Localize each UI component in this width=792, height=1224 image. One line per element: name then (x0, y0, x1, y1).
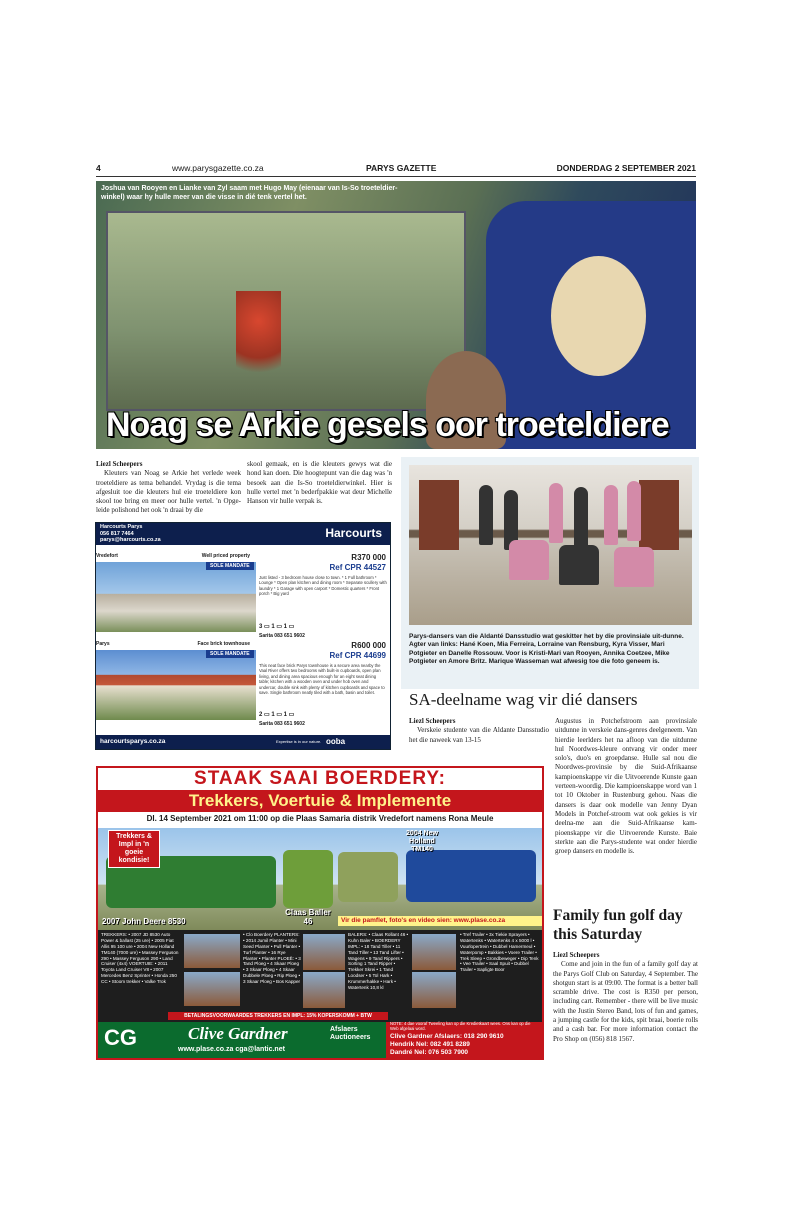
dancers-caption: Parys-dansers van die Aldanté Dansstudio wat geskitter het by die provinsiale uit-dunne. Agter van links: Hané Koen, Mia Ferreira, Lorraine van Rensburg, Kyra Visser, Mari Potgieter en Danelle Rossouw. Voor is Kristi-Mari van Rooyen, Annika Coetzee, Mike Potgieter en Amore Britz. Marique Wasseman wat afwesig toe die foto geneem is. (409, 633, 684, 666)
bed-bath-garage-icons: 2 ▭ 1 ▭ 1 ▭ (259, 712, 295, 718)
arkie-article-col1 (96, 460, 241, 516)
items-column-planters: • Clo Boerdery PLANTERS: • 2014 Jumil Planter • Mini Seed Planter • Pull Planter • Turf Planter • 16 Rye Planter • Planter PLOEË: • 3 Tand Ploeg • 4 Skaar Ploeg • 3 Skaar Ploeg • 4 Skaar Dubbele Ploeg • Rip Ploeg • 3 Skaar Ploeg • Bos Kapper (243, 932, 301, 984)
item-thumbnail (184, 934, 240, 968)
arkie-article-col2: skool gemaak, en is die kleuters gewys wat die hond kan doen. Die hoogtepunt van die dag was 'n besoek aan die Is-So troeteldierwinkel. Hier is hulle vertel met 'n bederfpakkie wat deur Michelle Hanson vir hulle verpak is. (247, 460, 392, 506)
hero-photo (96, 181, 696, 449)
hero-headline: Noag se Arkie gesels oor troeteldiere (106, 406, 669, 444)
tank-plant (236, 291, 281, 391)
machinery-photos (98, 828, 542, 930)
harcourts-logo: Harcourts (325, 526, 382, 540)
listing-type: Face brick townhouse (197, 641, 250, 647)
contact-line[interactable]: Hendrik Nel: 082 491 8289 (390, 1041, 470, 1048)
condition-badge: Trekkers & Impl in 'n goeie kondisie! (108, 830, 160, 868)
auction-title: STAAK SAAI BOERDERY: (98, 768, 542, 790)
listing-vredefort[interactable] (96, 553, 390, 643)
sole-mandate-badge: SOLE MANDATE (206, 562, 254, 570)
article-text: Verskeie studente van die Aldante Dansstudio het die naweek van 13-15 (409, 726, 549, 744)
items-column-balers: BALERS: • Claas Rollant 46 • Kuhn Baler • BOERDERY IMPL: • 18 Tand Tiller • 11 Tand Tiller • 13 Tand Lifter • Wagens • 9 Tand Rippers • Sorting 1 Tand Ripper • Trekker Skrei • 1 Tand Loodser • 5 Tol Hark • Krummerhakke • Hark • Watertenk 10,8 kl (348, 932, 409, 990)
listing-description: Just listed - 3 bedroom house close to town. * 1 Full bathroom * Lounge * Open plan kitchen and dining room * Separate scullery with laundry * 1 Garage with open carport * Domestic quarters * Front porch * Big yard (259, 575, 387, 597)
contact-line[interactable]: Clive Gardner Afslaers: 018 290 9610 (390, 1033, 504, 1040)
page-header (96, 163, 696, 177)
harcourts-header (96, 523, 390, 545)
dancers-article-col2: Augustus in Potchefstroom aan provinsiale uitdunne in verskeie dans-genres deelgeneem. Van hierdie leerlders het na afloop van die uitdunne hul Noordwes-kleure ontvang vir onder meer solo's, duo's en groepdanse. Hulle sal nou die Noordwes-provinsie by die Suid-Afrikaanse kampioenskappe vir die Uitvoerende Kunste gaan verteen-woordig. Die kampioenskappe word van 1 tot 10 Oktober in Rustenburg gehou. Naas die dansers is daar ook modelle van Jenny Dyan Models in Potchef-stroom wat ook gekies is vir deelna-me aan die Suid-Afrikaanse kam-pioenskappe vir die Uitvoerende Kunste. Baie sterkte aan die Parys-studente wat onder hierdie groep dansers en modelle is. (555, 717, 697, 856)
office-name: Harcourts Parys (100, 524, 143, 530)
auction-subtitle: Trekkers, Voertuie & Implemente (98, 790, 542, 812)
auction-date: DI. 14 September 2021 om 11:00 op die Plaas Samaria distrik Vredefort namens Rona Meule (146, 814, 494, 823)
door (639, 480, 679, 550)
items-column-other: • Tref Trailer • 3x Tiekie Sprayers • Watertenks • Watertenks 4 x 5000 l • Vuurlopertrein • Dubbel Hamermeul • Waterpomp • Bakkies • Voere Trailer • Trek Sleep • Grondbeweger • Dip Tenk • Vee Trailer • Saal Spuit • Dubbel Trailer • Sapligte Boor (460, 932, 539, 973)
dancer-figure (574, 487, 588, 547)
baler-label: Claas Baller 46 (285, 908, 331, 926)
website[interactable]: www.parysgazette.co.za (172, 163, 264, 173)
girl-child (551, 256, 646, 376)
auction-advert[interactable] (96, 766, 544, 1060)
dancers-article-col1 (409, 717, 549, 745)
byline: Liezl Scheepers (409, 717, 456, 725)
dancers-headline: SA-deelname wag vir dié dansers (409, 690, 638, 709)
new-holland-tractor (406, 850, 536, 902)
item-thumbnail (412, 972, 456, 1008)
ooba-logo: ooba (326, 737, 346, 746)
agent-contact[interactable]: Sarita 083 651 9602 (259, 633, 305, 639)
dancer-figure (604, 485, 618, 545)
sole-mandate-badge: SOLE MANDATE (206, 650, 254, 658)
bed-bath-garage-icons: 3 ▭ 1 ▭ 1 ▭ (259, 624, 295, 630)
listing-price: R370 000 (351, 553, 386, 562)
hero-caption: Joshua van Rooyen en Lianke van Zyl saam met Hugo May (eienaar van Is-So troeteldier-winkel) waar hy hulle meer van die visse in dié tenk vertel het. (101, 185, 398, 202)
auctioneer-footer (98, 1022, 542, 1058)
harcourts-website[interactable]: harcourtsparys.co.za (100, 738, 166, 745)
dancer-figure (627, 481, 641, 541)
dancer-figure (509, 540, 549, 580)
item-thumbnail (184, 972, 240, 1006)
items-column-trekkers: TREKKERS: • 2007 JD 8530 Auto Power & ballast (25 ure) • 2005 Fiat Allis 95 100 ure • 2004 New Holland TM140 (7000 ure) • Massey Ferguson 290 • Massey Ferguson 290 • Land Cruiser (4x4) VOERTUIE: • 2011 Toyota Land Cruiser V8 • 2007 Mercedes Benz Sprinter • Honda 250 CC • Stoom trekker • Valke Trok (101, 932, 179, 984)
dancer-figure (559, 545, 599, 585)
article-text: Kleuters van Noag se Arkie het verlede week troeteldiere as tema behandel. Vrydag is die tema afgesluit toe die kleuters hul eie troeteldiere kon skool toe bring en meer oor hulle vertel. 'n Opge-leide polishond het ook 'n draai by die (96, 469, 241, 515)
auction-website-banner[interactable]: Vir die pamflet, foto's en video sien: www.plase.co.za (338, 916, 542, 926)
auctioneer-contacts (386, 1022, 542, 1058)
dancer-figure (549, 483, 563, 543)
office-email[interactable]: parys@harcourts.co.za (100, 537, 161, 544)
contact-line[interactable]: Dandré Nel: 076 503 7900 (390, 1049, 469, 1056)
listing-description: This neat face brick Parys townhouse is a secure area nearby the Vaal River offers two bedrooms with built-in cupboards, open plan living, and dining area spacious enough for an eight seat dining table; kitchen with a wooden oven and under hob oven and undercar, double sink with plenty of kitchen cupboards and space to save. Single bathroom neatly tiled with a bath, basin and toilet. (259, 663, 385, 696)
dancers-photo (409, 465, 692, 625)
dancers-photo-box (401, 457, 699, 689)
office-phone[interactable]: 056 817 7464 (100, 530, 134, 537)
john-deere-label: 2007 John Deere 8530 (102, 917, 186, 926)
byline: Liezl Scheepers (96, 460, 143, 468)
golf-headline: Family fun golf day this Saturday (553, 907, 683, 943)
page-number: 4 (96, 163, 101, 173)
article-text: Come and join in the fun of a family golf day at the Parys Golf Club on Saturday, 4 September. The shotgun start is at 09:00. The format is a better ball scramble drive. The cost is R350 per person, including cart. Remember - there will be live music with the Justin Stereo Band, lots of fun and games, a jumping castle for the kids, spit braai, boerie rolls and a cash bar. For more information contact the Pro Shop on (056) 818 1567. (553, 960, 698, 1043)
item-thumbnail (303, 934, 345, 970)
auctioneer-web-email[interactable]: www.plase.co.za cga@lantic.net (178, 1046, 285, 1053)
planter-machine (338, 852, 398, 902)
listing-town: Vredefort (96, 553, 118, 559)
new-holland-label: 2004 New Holland TM140 (406, 830, 438, 854)
item-thumbnail (303, 972, 345, 1008)
fish-tank (106, 211, 466, 411)
harcourts-footer (96, 735, 390, 749)
listing-town: Parys (96, 641, 110, 647)
listing-ref: Ref CPR 44527 (329, 563, 386, 572)
auctioneer-name: Clive Gardner (188, 1024, 288, 1043)
golf-article (553, 951, 698, 1044)
listing-parys[interactable] (96, 641, 390, 731)
house-photo (96, 562, 256, 632)
byline: Liezl Scheepers (553, 951, 600, 959)
item-thumbnail (412, 934, 456, 970)
door (419, 480, 459, 550)
listing-type: Well priced property (201, 553, 250, 559)
header-divider (96, 176, 696, 177)
harcourts-motto: Expertise is in our nature. (276, 739, 322, 744)
auction-notice: NOTE: 4 dae vooraf Tweeling kan op die Kredietkaart wees. Ons kan op die Web afgelaai word. (390, 1021, 531, 1031)
agent-contact[interactable]: Sarita 083 651 9602 (259, 721, 305, 727)
baler-machine (283, 850, 333, 908)
publication-name: PARYS GAZETTE (366, 163, 437, 173)
cg-logo: CG (104, 1025, 137, 1050)
harcourts-advert[interactable] (95, 522, 391, 750)
listing-ref: Ref CPR 44699 (329, 651, 386, 660)
issue-date: DONDERDAG 2 SEPTEMBER 2021 (556, 163, 696, 173)
payment-terms: BETALINGSVOORWAARDES TREKKERS EN IMPL: 15% KOPERSKOMM + BTW (168, 1012, 388, 1020)
auction-items-list (98, 930, 542, 1022)
auctioneer-tagline: Afslaers Auctioneers (330, 1026, 371, 1042)
dancer-figure (614, 547, 654, 587)
dancer-figure (479, 485, 493, 545)
house-photo (96, 650, 256, 720)
listing-price: R600 000 (351, 641, 386, 650)
